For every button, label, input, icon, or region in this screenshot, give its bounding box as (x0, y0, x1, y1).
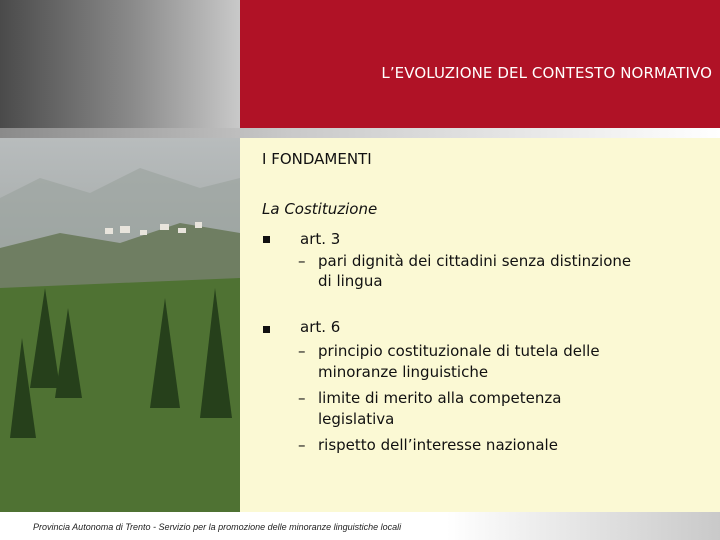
bullet-icon (263, 326, 270, 333)
article-label: art. 6 (300, 318, 341, 336)
dash-icon: – (298, 252, 306, 270)
header-divider (0, 128, 720, 138)
subitem: – limite di merito alla competenza (298, 389, 562, 407)
article-label: art. 3 (300, 230, 341, 248)
subitem: – pari dignità dei cittadini senza distinzione (298, 252, 632, 270)
subitem-continuation: legislativa (318, 410, 395, 428)
subitem: – principio costituzionale di tutela delle (298, 342, 600, 360)
landscape-photo (0, 138, 240, 520)
content-panel (240, 138, 720, 512)
subitem: – rispetto dell’interesse nazionale (298, 436, 558, 454)
subitem-continuation: minoranze linguistiche (318, 363, 489, 381)
subitem-continuation: di lingua (318, 272, 383, 290)
dash-icon: – (298, 389, 306, 407)
section-heading: I FONDAMENTI (262, 150, 372, 168)
dash-icon: – (298, 342, 306, 360)
header-gray-panel (0, 0, 240, 128)
slide-title: L’EVOLUZIONE DEL CONTESTO NORMATIVO (381, 64, 712, 82)
bullet-icon (263, 236, 270, 243)
footer-text: Provincia Autonoma di Trento - Servizio per la promozione delle minoranze linguistiche locali (33, 522, 402, 532)
dash-icon: – (298, 436, 306, 454)
landscape-photo-graphic (0, 138, 240, 520)
section-subheading: La Costituzione (262, 200, 378, 218)
